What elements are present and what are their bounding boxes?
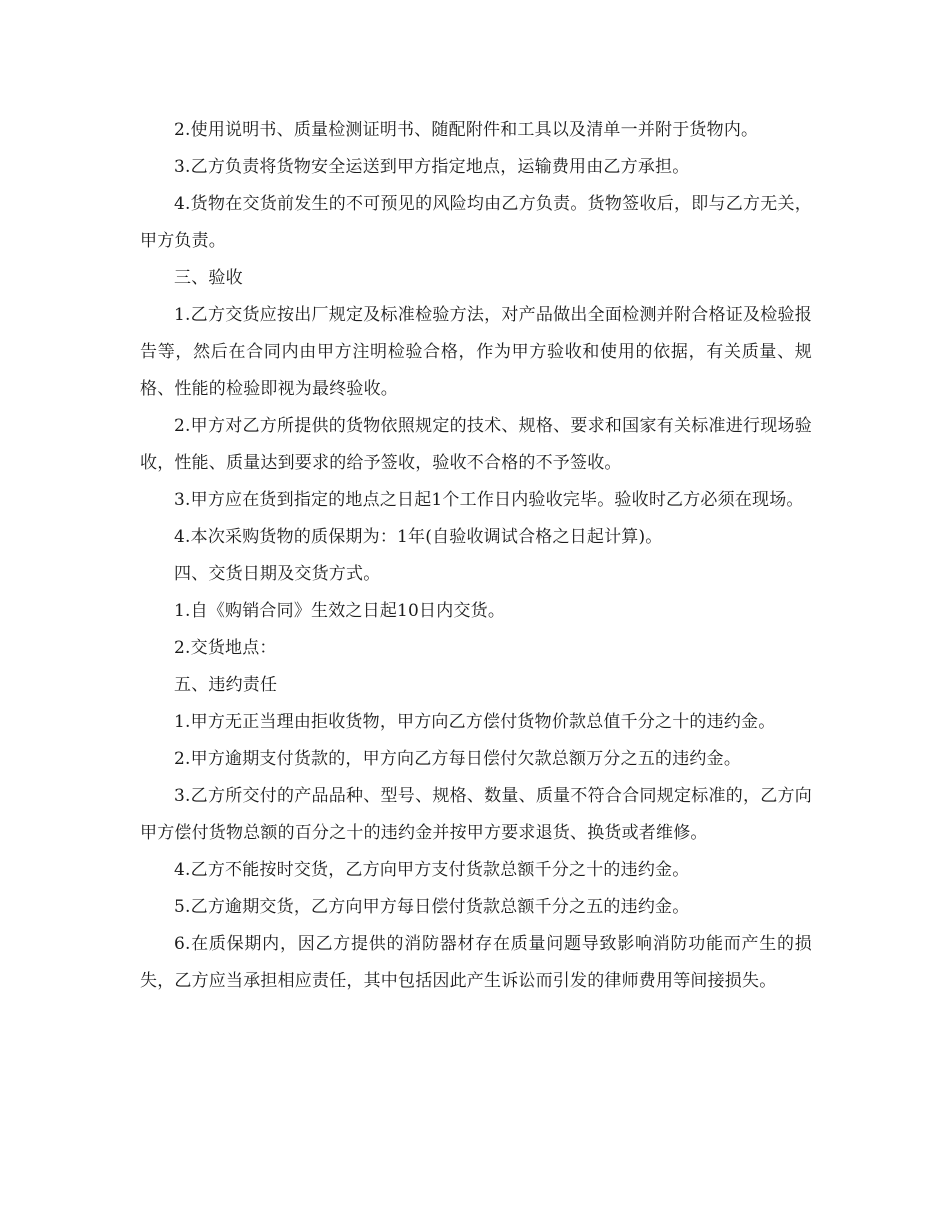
paragraph-liability-3: 3.乙方所交付的产品品种、型号、规格、数量、质量不符合合同规定标准的，乙方向甲方偿付货物总额的百分之十的违约金并按甲方要求退货、换货或者维修。	[140, 786, 812, 843]
paragraph-transport: 3.乙方负责将货物安全运送到甲方指定地点，运输费用由乙方承担。	[174, 157, 690, 177]
paragraph-risk: 4.货物在交货前发生的不可预见的风险均由乙方负责。货物签收后，即与乙方无关，甲方负责。	[140, 194, 812, 251]
section-heading-liability: 五、违约责任	[174, 675, 278, 695]
section-heading-acceptance: 三、验收	[174, 268, 243, 288]
paragraph-delivery-documents: 2.使用说明书、质量检测证明书、随配附件和工具以及清单一并附于货物内。	[174, 120, 759, 140]
paragraph-acceptance-2: 2.甲方对乙方所提供的货物依照规定的技术、规格、要求和国家有关标准进行现场验收，性能、质量达到要求的给予签收，验收不合格的不予签收。	[140, 416, 812, 473]
paragraph-delivery-2: 2.交货地点：	[174, 638, 277, 658]
document-body	[140, 112, 812, 1000]
paragraph-liability-2: 2.甲方逾期支付货款的，甲方向乙方每日偿付欠款总额万分之五的违约金。	[174, 749, 742, 769]
paragraph-liability-4: 4.乙方不能按时交货，乙方向甲方支付货款总额千分之十的违约金。	[174, 860, 690, 880]
paragraph-liability-6: 6.在质保期内，因乙方提供的消防器材存在质量问题导致影响消防功能而产生的损失，乙方应当承担相应责任，其中包括因此产生诉讼而引发的律师费用等间接损失。	[140, 934, 812, 991]
paragraph-liability-5: 5.乙方逾期交货，乙方向甲方每日偿付货款总额千分之五的违约金。	[174, 897, 690, 917]
section-heading-delivery: 四、交货日期及交货方式。	[174, 564, 381, 584]
paragraph-acceptance-3: 3.甲方应在货到指定的地点之日起1个工作日内验收完毕。验收时乙方必须在现场。	[174, 490, 804, 510]
paragraph-delivery-1: 1.自《购销合同》生效之日起10日内交货。	[174, 601, 506, 621]
paragraph-liability-1: 1.甲方无正当理由拒收货物，甲方向乙方偿付货物价款总值千分之十的违约金。	[174, 712, 776, 732]
paragraph-acceptance-1: 1.乙方交货应按出厂规定及标准检验方法，对产品做出全面检测并附合格证及检验报告等，然后在合同内由甲方注明检验合格，作为甲方验收和使用的依据，有关质量、规格、性能的检验即视为最终验收。	[140, 305, 812, 399]
paragraph-warranty: 4.本次采购货物的质保期为：1年(自验收调试合格之日起计算)。	[174, 527, 663, 547]
